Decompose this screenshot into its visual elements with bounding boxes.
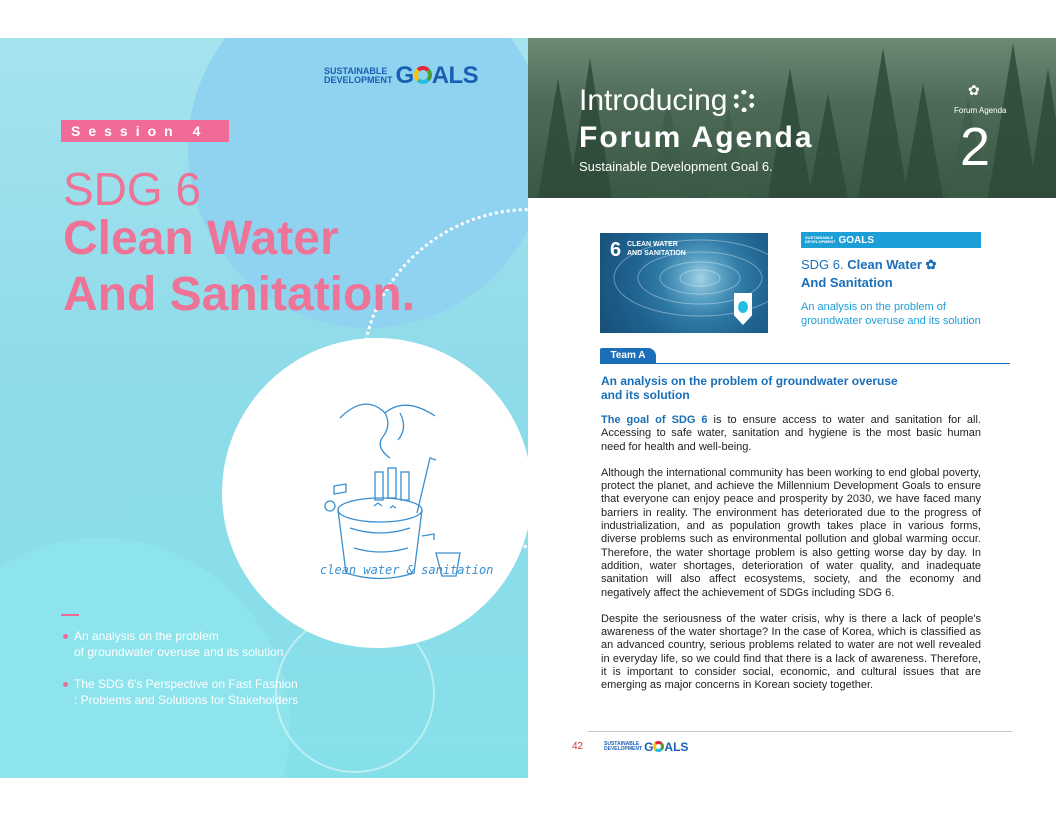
card-label-line2: AND SANITATION	[627, 250, 686, 257]
sdg-title: SDG 6	[63, 163, 202, 215]
team-tab: Team A	[600, 348, 656, 364]
footer-sdg-logo	[604, 740, 688, 754]
illustration-caption: clean water & sanitation	[320, 563, 494, 577]
water-barrel-icon	[310, 388, 470, 588]
section-heading-line2: and its solution	[601, 388, 690, 402]
paragraph: Despite the seriousness of the water crisis, why is there a lack of people's awareness of the water shortage? In the case of Korea, which is classified as an advanced country, serious problems related to water are not well revealed in everyday life, so we could find that there is a lack of awareness. Therefore, it is important to consider social, economic, and cultural issues that are emerging as major concerns in Korean society together.	[601, 612, 981, 692]
bullet-line: of groundwater overuse and its solution	[74, 645, 284, 659]
list-item	[63, 676, 298, 708]
bullet-line: An analysis on the problem	[74, 629, 219, 643]
paragraph	[601, 414, 981, 454]
water-drop-icon	[738, 301, 748, 313]
highlight-text: The goal of SDG 6	[601, 414, 708, 426]
analysis-line2: groundwater overuse and its solution	[801, 315, 981, 327]
sdg-bar-line1: SUSTAINABLE	[805, 235, 834, 240]
analysis-summary	[801, 300, 981, 328]
footer-logo-small	[604, 742, 642, 752]
agenda-list	[63, 628, 298, 724]
paragraph: Although the international community has been working to end global poverty, protect the planet, and achieve the Millennium Development Goals to ensure that everyone can enjoy peace and prosperity by 2030, we have faced many barriers in reality. The environment has deteriorated due to the progress of industrialization, and as population growth takes place in various forms, diverse problems such as environmental pollution and global warming occur. Therefore, the water shortage problem is also getting worse day by day. In addition, water shortages, deterioration of water quality, and inadequate sanitation will also affect ecosystems, society, and the economy and negatively affect the achievement of SDGs including SDG 6.	[601, 466, 981, 599]
sdg-goals-bar	[801, 232, 981, 248]
sdg-logo-goals	[396, 62, 479, 90]
hands-icon: ✿	[968, 82, 980, 98]
sdg-logo-line1: SUSTAINABLE	[324, 66, 388, 76]
agenda-number: 2	[960, 117, 991, 177]
footer-logo-line1: SUSTAINABLE	[604, 741, 640, 747]
body-text	[601, 414, 981, 706]
water-photo	[600, 233, 768, 333]
team-divider	[600, 363, 1010, 364]
sdg-logo-small	[324, 67, 393, 85]
sdg-wheel-icon	[653, 741, 664, 752]
logo-g: G	[644, 740, 654, 754]
card-label	[627, 240, 686, 258]
card-number: 6	[610, 239, 622, 261]
logo-als: ALS	[664, 740, 689, 754]
paragraph-text: is to ensure access to water and sanitation for all. Accessing to safe water, sanitation and hygiene is the most basic human need for health and well-being.	[601, 414, 981, 453]
banner-title-line1	[579, 84, 755, 118]
banner-title-text: Introducing	[579, 84, 728, 117]
left-page	[0, 38, 528, 778]
sdg-logo	[324, 62, 478, 90]
banner-title-line2: Forum Agenda	[579, 121, 814, 154]
forest-banner	[528, 38, 1056, 198]
page-number: 42	[572, 741, 584, 752]
agenda-label: Forum Agenda	[954, 106, 1007, 115]
footer-logo-line2: DEVELOPMENT	[604, 746, 643, 752]
section-heading	[601, 374, 898, 402]
sdg-bar-line2: DEVELOPMENT	[805, 239, 836, 244]
sdg-bar-goals: GOALS	[838, 234, 875, 246]
bullet-line: : Problems and Solutions for Stakeholders	[74, 693, 299, 707]
right-page	[528, 38, 1056, 778]
sdg-wheel-icon	[733, 90, 755, 112]
footer-logo-goals	[644, 740, 688, 754]
hands-icon: ✿	[925, 257, 937, 272]
banner-subtitle: Sustainable Development Goal 6.	[579, 159, 773, 174]
sdg6-title-line1	[801, 256, 936, 274]
divider	[61, 614, 79, 616]
sdg6-title-line2: And Sanitation	[801, 275, 893, 290]
footer-divider	[588, 731, 1012, 732]
section-heading-line1: An analysis on the problem of groundwater overuse	[601, 374, 898, 388]
sdg6-title	[801, 256, 936, 292]
session-label: Session 4	[61, 120, 229, 142]
bullet-line: The SDG 6's Perspective on Fast Fashion	[74, 677, 298, 691]
sdg-logo-line2: DEVELOPMENT	[324, 75, 393, 85]
title-bold: Clean Water	[847, 257, 922, 272]
logo-g: G	[395, 62, 414, 89]
analysis-line1: An analysis on the problem of	[801, 301, 946, 313]
logo-als: ALS	[431, 62, 479, 89]
sdg-subtitle-line2: And Sanitation.	[63, 268, 415, 321]
card-label-line1: CLEAN WATER	[627, 241, 678, 248]
sdg-subtitle-line1: Clean Water	[63, 212, 339, 265]
sdg-bar-small	[805, 236, 835, 244]
list-item	[63, 628, 298, 660]
title-plain: SDG 6.	[801, 257, 844, 272]
sdg-wheel-icon	[414, 66, 432, 84]
